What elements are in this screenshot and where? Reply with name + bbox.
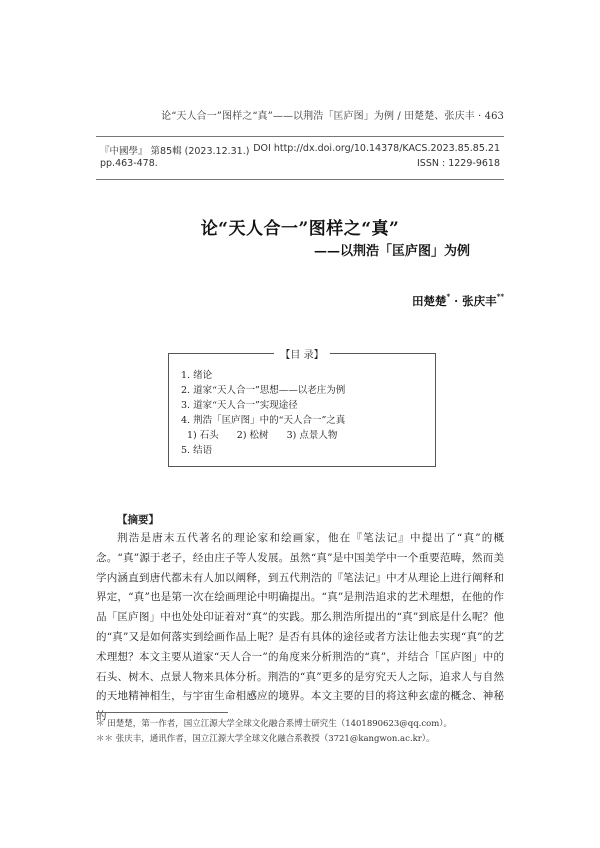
journal-info-box bbox=[96, 136, 504, 180]
toc-item: 3. 道家“天人合一”实现途径 bbox=[181, 400, 298, 411]
toc-list bbox=[181, 368, 345, 458]
doi-link[interactable]: DOI http://dx.doi.org/10.14378/KACS.2023.85.85.21 bbox=[253, 143, 500, 154]
author-second-mark: ** bbox=[496, 292, 504, 301]
author-separator: · bbox=[450, 294, 463, 308]
paper-subtitle: ——以荆浩「匡庐图」为例 bbox=[313, 244, 470, 259]
footnote-second-author: ＊＊ 张庆丰，通讯作者，国立江源大学全球文化融合系教授（3721@kangwon.ac.kr）。 bbox=[96, 734, 435, 744]
toc-item: 5. 结语 bbox=[181, 445, 213, 456]
toc-sub-items bbox=[181, 428, 345, 443]
toc-sub-item: 3) 点景人物 bbox=[286, 430, 338, 441]
author-second: 张庆丰 bbox=[462, 294, 497, 308]
footnote-divider bbox=[96, 712, 228, 713]
footnotes bbox=[96, 717, 516, 747]
toc-item: 4. 荆浩「匡庐图」中的“天人合一”之真 bbox=[181, 415, 346, 426]
toc-title: 【目 录】 bbox=[169, 346, 435, 361]
author-first: 田楚楚 bbox=[411, 294, 447, 308]
author-line bbox=[412, 293, 504, 309]
toc-item: 1. 绪论 bbox=[181, 370, 213, 381]
abstract-heading: 【摘要】 bbox=[117, 514, 159, 526]
toc-sub-item: 2) 松树 bbox=[236, 430, 269, 441]
paper-title: 论“天人合一”图样之“真” bbox=[200, 219, 400, 239]
issn: ISSN : 1229-9618 bbox=[417, 158, 500, 169]
toc-sub-item: 1) 石头 bbox=[187, 430, 219, 441]
page-range: pp.463-478. bbox=[100, 158, 158, 169]
footnote-first-author: ＊ 田楚楚，第一作者，国立江源大学全球文化融合系博士研究生（14018906​23@qq.com）。 bbox=[96, 719, 453, 729]
journal-citation: 『中國學』 第85輯 (2023.12.31.) bbox=[100, 146, 250, 157]
toc-item: 2. 道家“天人合一”思想——以老庄为例 bbox=[181, 385, 346, 396]
author-first-mark: * bbox=[446, 292, 451, 301]
abstract-text: 荆浩是唐末五代著名的理论家和绘画家，他在『笔法记』中提出了“真”的概念。“真”源于老子，经由庄子等人发展。虽然“真”是中国美学中一个重要范畴，然而美学内涵直到唐代都未有人加以阐释，到五代荆浩的『笔法记』中才从理论上进行阐释和界定，“真”也是第一次在绘画理论中明确提出。“真”是荆浩追求的艺术理想，在他的作品「匡庐图」中也处处印证着对“真”的实践。那么荆浩所提出的“真”到底是什么呢？他的“真”又是如何落实到绘画作品上呢？是否有具体的途径或者方法让他去实现“真”的艺术理想？本文主要从道家“天人合一”的角度来分析荆浩的“真”，并结合「匡庐图」中的石头、树木、点景人物来具体分析。荆浩的“真”更多的是穷究天人之际，追求人与自然的天地精神相生，与宇宙生命相感应的境界。本文主要的目的将这种玄虚的概念、神秘的 bbox=[96, 532, 504, 723]
running-header: 论“天人合一”图样之“真”——以荆浩「匡庐图」为例 / 田楚楚、张庆丰 · 463 bbox=[161, 111, 504, 122]
table-of-contents bbox=[168, 350, 436, 467]
